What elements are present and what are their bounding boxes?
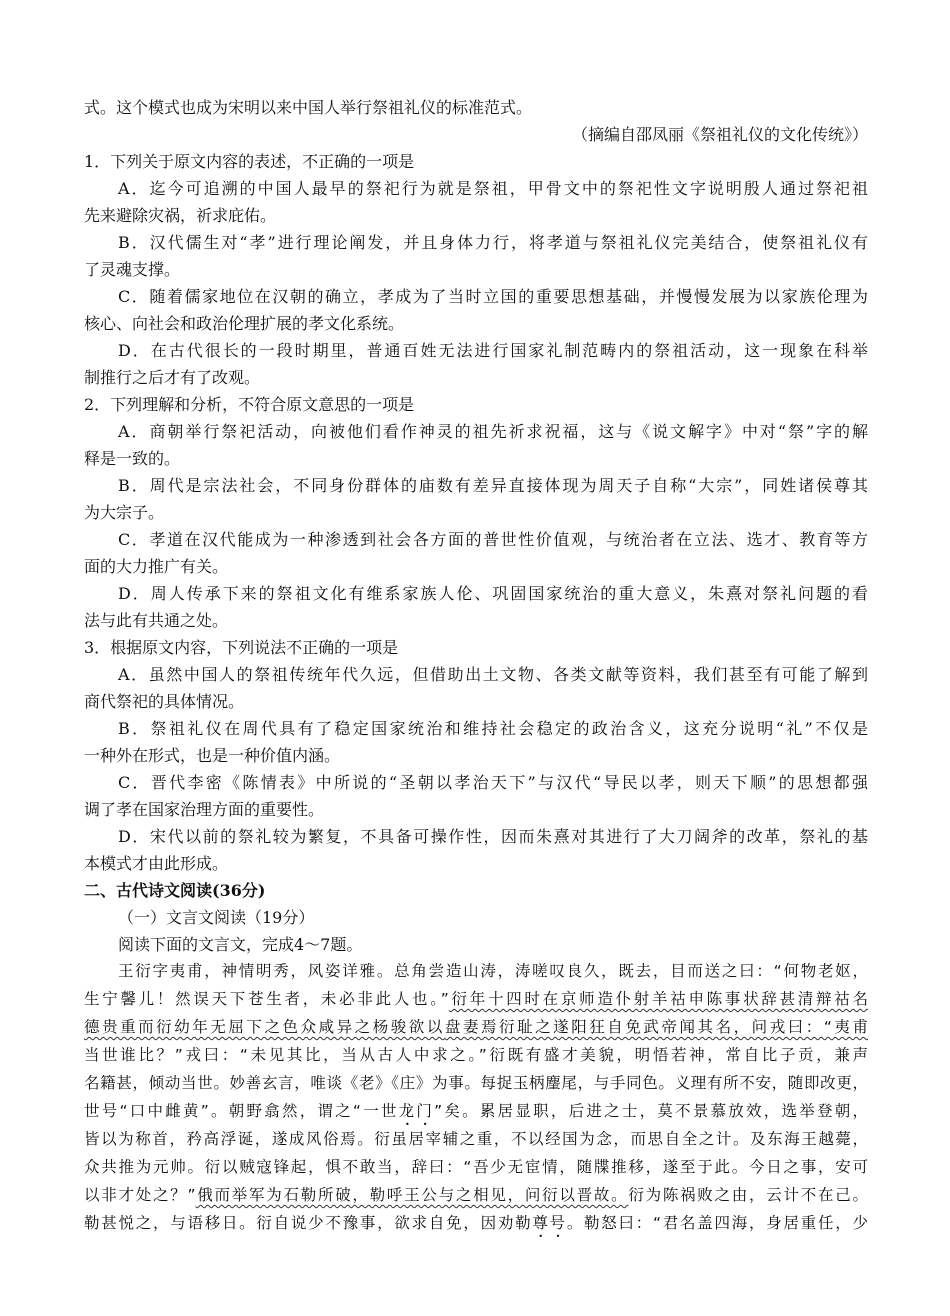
option-line: B．汉代儒生对“孝”进行理论阐发，并且身体力行，将孝道与祭祖礼仪完美结合，使祭祖礼仪有 — [118, 233, 868, 252]
option-line: D．在古代很长的一段时期里，普通百姓无法进行国家礼制范畴内的祭祖活动，这一现象在科举 — [118, 341, 868, 360]
passage-line: 众共推为元帅。衍以贼寇锋起，惧不敢当，辞曰：“吾少无宦情，随牒推移，遂至于此。今日之事，安可 — [84, 1158, 868, 1176]
passage-line — [84, 986, 868, 1013]
option-line: 一种外在形式，也是一种价值内涵。 — [84, 746, 341, 765]
passage-line — [84, 1182, 868, 1209]
option-line: D．周人传承下来的祭祖文化有维系家族人伦、巩固国家统治的重大意义，朱熹对祭礼问题的看 — [118, 584, 868, 603]
wavy-underlined-text: 盘妻焉衍耻之遂阳狂自免武帝闻其名，问戎曰：“夷甫 — [444, 1018, 868, 1036]
passage-segment: 衍为陈祸败之由，云计不在己。 — [628, 1186, 868, 1204]
passage-line — [84, 1098, 868, 1125]
option-line: 商代祭祀的具体情况。 — [84, 692, 245, 711]
option-line: D．宋代以前的祭礼较为繁复，不具备可操作性，因而朱熹对其进行了大刀阔斧的改革，祭礼的基 — [118, 827, 868, 846]
passage-segment: 勒甚悦之，与语移日。衍自说少不豫事，欲求自免，因劝勒 — [84, 1214, 533, 1232]
option-line: B．周代是宗法社会，不同身份群体的庙数有差异直接体现为周天子自称“大宗”，同姓诸侯尊其 — [118, 476, 868, 495]
passage-line: 名籍甚，倾动当世。妙善玄言，唯谈《老》《庄》为事。每捉玉柄麈尾，与手同色。义理有所不安，随即改更， — [84, 1074, 868, 1092]
passage-segment: ”矣。累居显职，后进之士，莫不景慕放效，选举登朝， — [434, 1102, 868, 1120]
option-line: A．商朝举行祭祀活动，向被他们看作神灵的祖先祈求祝福，这与《说文解字》中对“祭”字的解 — [118, 422, 868, 441]
wavy-underlined-text: 衍年十四时在京师造仆射羊祜申陈事状辞甚清辩祜名 — [448, 990, 868, 1008]
passage-segment: 世号“口中雌黄”。朝野翕然，谓之“一世 — [84, 1102, 399, 1120]
source-citation: （摘编自邵凤丽《祭祖礼仪的文化传统》） — [571, 125, 868, 144]
underlined-sentence: 俄而举军为石勒所破，勒呼王公与之相见，问衍以晋故。 — [195, 1186, 629, 1204]
passage-line — [84, 1014, 868, 1041]
option-line: 核心、向社会和政治伦理扩展的孝文化系统。 — [84, 314, 405, 333]
option-line: C．随着儒家地位在汉朝的确立，孝成为了当时立国的重要思想基础，并慢慢发展为以家族伦理为 — [118, 287, 868, 306]
wavy-underlined-text: 德贵重而衍幼年无屈下之色众咸异之杨骏欲以 — [84, 1018, 445, 1036]
instruction-line: 阅读下面的文言文，完成4～7题。 — [118, 935, 363, 954]
option-line: 为大宗子。 — [84, 503, 165, 522]
question-stem: 3．根据原文内容，下列说法不正确的一项是 — [84, 638, 399, 657]
question-stem: 1．下列关于原文内容的表述，不正确的一项是 — [84, 152, 415, 171]
option-line: A．迄今可追溯的中国人最早的祭祀行为就是祭祖，甲骨文中的祭祀性文字说明殷人通过祭祀祖 — [118, 179, 868, 198]
option-line: 释是一致的。 — [84, 449, 181, 468]
passage-line: 当世谁比？”戎曰：“未见其比，当从古人中求之。”衍既有盛才美貌，明悟若神，常自比子贡，兼声 — [84, 1046, 868, 1064]
subsection-heading: （一）文言文阅读（19分） — [118, 908, 315, 927]
option-line: B．祭祖礼仪在周代具有了稳定国家统治和维持社会稳定的政治含义，这充分说明“礼”不仅是 — [118, 719, 868, 738]
option-line: 了灵魂支撑。 — [84, 260, 181, 279]
option-line: C．晋代李密《陈情表》中所说的“圣朝以孝治天下”与汉代“导民以孝，则天下顺”的思想都强 — [118, 773, 868, 792]
option-line: 先来避除灾祸，祈求庇佑。 — [84, 206, 277, 225]
option-line: 法与此有共通之处。 — [84, 611, 229, 630]
passage-line — [84, 1210, 868, 1237]
dotted-emphasis-text: 龙门 — [398, 1102, 435, 1120]
question-stem: 2．下列理解和分析，不符合原文意思的一项是 — [84, 395, 415, 414]
option-line: A．虽然中国人的祭祖传统年代久远，但借助出土文物、各类文献等资料，我们甚至有可能了解到 — [118, 665, 868, 684]
dotted-emphasis-text: 尊号 — [532, 1214, 567, 1232]
passage-segment: 生宁馨儿！然误天下苍生者，未必非此人也。” — [84, 990, 449, 1008]
option-line: 本模式才由此形成。 — [84, 854, 229, 873]
section-heading: 二、古代诗文阅读(36分) — [84, 881, 266, 900]
passage-line: 王衍字夷甫，神情明秀，风姿详雅。总角尝造山涛，涛嗟叹良久，既去，目而送之曰：“何物老妪， — [118, 962, 868, 980]
passage-segment: 以非才处之？” — [84, 1186, 196, 1204]
option-line: 面的大力推广有关。 — [84, 557, 229, 576]
passage-segment: 。勒怒曰：“君名盖四海，身居重任，少 — [566, 1214, 868, 1232]
option-line: 调了孝在国家治理方面的重要性。 — [84, 800, 325, 819]
passage-line: 皆以为称首，矜高浮诞，遂成风俗焉。衍虽居宰辅之重，不以经国为念，而思自全之计。及东海王越薨， — [84, 1130, 868, 1148]
text-line: 式。这个模式也成为宋明以来中国人举行祭祖礼仪的标准范式。 — [84, 98, 533, 117]
option-line: 制推行之后才有了改观。 — [84, 368, 261, 387]
option-line: C．孝道在汉代能成为一种渗透到社会各方面的普世性价值观，与统治者在立法、选才、教育等方 — [118, 530, 868, 549]
